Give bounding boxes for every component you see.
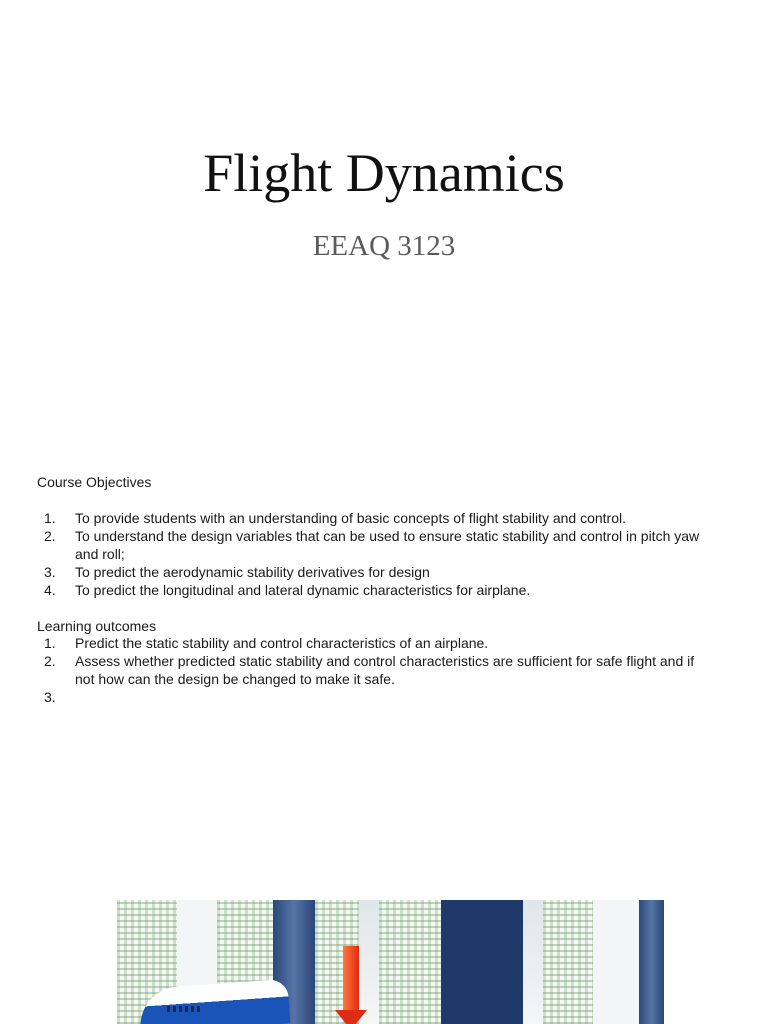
item-number: 2.: [44, 528, 56, 544]
item-text: To predict the aerodynamic stability derivatives for design: [75, 564, 430, 580]
building-green-3: [379, 900, 441, 1024]
down-arrow-head-icon: [335, 1010, 367, 1024]
item-text: To understand the design variables that can be used to ensure static stability and control in pitch yaw and roll;: [75, 528, 700, 562]
item-number: 1.: [44, 510, 56, 526]
item-number: 4.: [44, 582, 56, 598]
list-item: [0, 688, 768, 706]
list-item: [0, 527, 768, 563]
list-item: [0, 509, 768, 527]
learning-outcomes-heading: Learning outcomes: [37, 618, 157, 634]
building-navy: [441, 900, 523, 1024]
down-arrow-icon: [343, 946, 359, 1016]
building-white-2: [593, 900, 639, 1024]
item-number: 3.: [44, 564, 56, 580]
list-item: [0, 563, 768, 581]
item-number: 1.: [44, 635, 56, 651]
item-text: To predict the longitudinal and lateral dynamic characteristics for airplane.: [75, 582, 531, 598]
course-objectives-list: [0, 509, 768, 599]
item-number: 3.: [44, 689, 56, 705]
item-number: 2.: [44, 653, 56, 669]
learning-outcomes-list: [0, 634, 768, 706]
item-text: To provide students with an understanding of basic concepts of flight stability and control.: [75, 510, 626, 526]
list-item: [0, 652, 768, 688]
item-text: Predict the static stability and control characteristics of an airplane.: [75, 635, 489, 651]
list-item: [0, 634, 768, 652]
building-dark-2: [639, 900, 664, 1024]
airplane-windows: [167, 1006, 203, 1012]
course-code: EEAQ 3123: [312, 230, 456, 262]
airplane-buildings-photo: [117, 900, 664, 1024]
course-objectives-heading: Course Objectives: [37, 474, 152, 490]
building-green-4: [543, 900, 593, 1024]
item-text: Assess whether predicted static stability and control characteristics are sufficient for safe flight and if not how can the design be changed to make it safe.: [75, 653, 695, 687]
item-text: [75, 688, 715, 706]
document-title: Flight Dynamics: [203, 143, 565, 203]
list-item: [0, 581, 768, 599]
